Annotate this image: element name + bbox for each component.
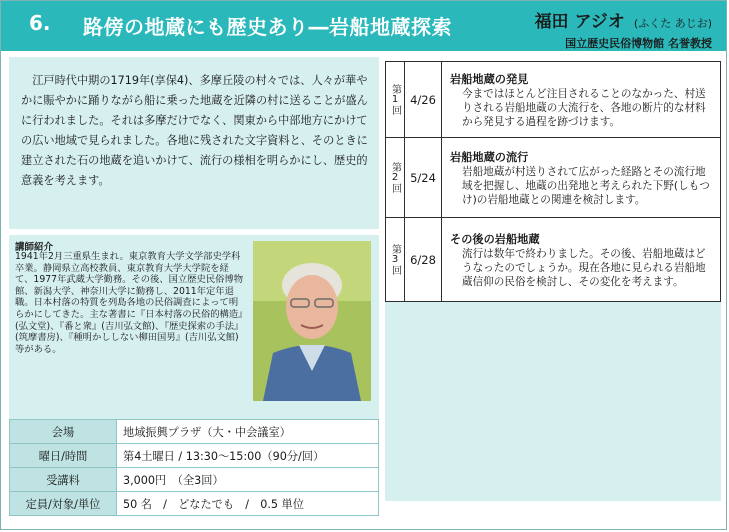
course-header <box>1 1 726 51</box>
session-desc: 流行は数年で終わりました。その後、岩船地蔵はどうなったのでしょうか。現在各地に見られる岩船地蔵信仰の民俗を検討し、その変化を考えます。 <box>462 247 706 288</box>
info-label: 曜日/時間 <box>10 444 117 468</box>
info-value: 第4土曜日 / 13:30～15:00（90分/回） <box>117 444 379 468</box>
course-title: 路傍の地蔵にも歴史あり―岩船地蔵探索 <box>83 15 452 39</box>
session-title: 岩船地蔵の流行 <box>450 150 529 164</box>
lecturer-affiliation: 国立歴史民俗博物館 名誉教授 <box>565 37 712 50</box>
course-info-table <box>9 419 379 516</box>
schedule-row <box>386 218 721 302</box>
info-value: 地域振興プラザ（大・中会議室） <box>117 420 379 444</box>
lecturer-photo <box>253 241 371 401</box>
bio-heading: 講師紹介 <box>15 242 54 253</box>
lecturer-block <box>535 7 712 51</box>
info-row <box>10 468 379 492</box>
lecturer-portrait-illustration <box>253 241 371 401</box>
session-body <box>442 218 721 302</box>
schedule-table <box>385 61 721 302</box>
intro-text: 江戸時代中期の1719年(享保4)、多摩丘陵の村々では、人々が華やかに賑やかに踊りながら船に乗った地蔵を近隣の村に送ることが盛んに行われました。それは多摩だけでなく、関東から中部地方にかけての広い地域で見られました。各地に残された文字資料と、そのときに建立された石の地蔵を追いかけて、流行の様相を明らかにし、歴史的意義を考えます。 <box>9 57 379 229</box>
session-number: 第3回 <box>386 218 405 302</box>
schedule-panel <box>385 61 721 501</box>
schedule-row <box>386 138 721 218</box>
session-date: 5/24 <box>405 138 442 218</box>
session-body <box>442 138 721 218</box>
session-desc: 今まではほとんど注目されることのなかった、村送りされる岩船地蔵の大流行を、各地の断片的な材料から発見する過程を跡づけます。 <box>462 87 706 128</box>
info-label: 会場 <box>10 420 117 444</box>
left-panel <box>9 57 379 525</box>
session-date: 4/26 <box>405 62 442 138</box>
info-row <box>10 492 379 516</box>
course-number: 6. <box>29 11 51 35</box>
info-value: 3,000円 （全3回） <box>117 468 379 492</box>
info-row <box>10 444 379 468</box>
info-label: 受講料 <box>10 468 117 492</box>
info-row <box>10 420 379 444</box>
session-body <box>442 62 721 138</box>
session-title: その後の岩船地蔵 <box>450 232 540 246</box>
session-date: 6/28 <box>405 218 442 302</box>
lecturer-name: 福田 アジオ <box>534 12 625 32</box>
bio-text: 1941年2月三重県生まれ。東京教育大学文学部史学科卒業。静岡県立高校教員、東京教育大学大学院を経て、1977年武蔵大学勤務。その後、国立歴史民俗博物館、新潟大学、神奈川大学に勤務し、2011年定年退職。日本村落の特質を列島各地の民俗調査によって明らかにしてきた。主な著書に『日本村落の民俗的構造』(弘文堂)、『番と衆』(吉川弘文館)、『歴史探索の手法』(筑摩書房)、『種明かししない柳田国男』(吉川弘文館)等がある。 <box>15 251 244 355</box>
session-title: 岩船地蔵の発見 <box>450 72 529 86</box>
session-number: 第2回 <box>386 138 405 218</box>
lecturer-kana: (ふくた あじお) <box>633 17 712 30</box>
info-label: 定員/対象/単位 <box>10 492 117 516</box>
session-number: 第1回 <box>386 62 405 138</box>
session-desc: 岩船地蔵が村送りされて広がった経路とその流行地域を把握し、地蔵の出発地と考えられた下野(しもつけ)の岩船地蔵との関連を検討します。 <box>462 165 710 206</box>
info-value: 50 名 / どなたでも / 0.5 単位 <box>117 492 379 516</box>
schedule-row <box>386 62 721 138</box>
